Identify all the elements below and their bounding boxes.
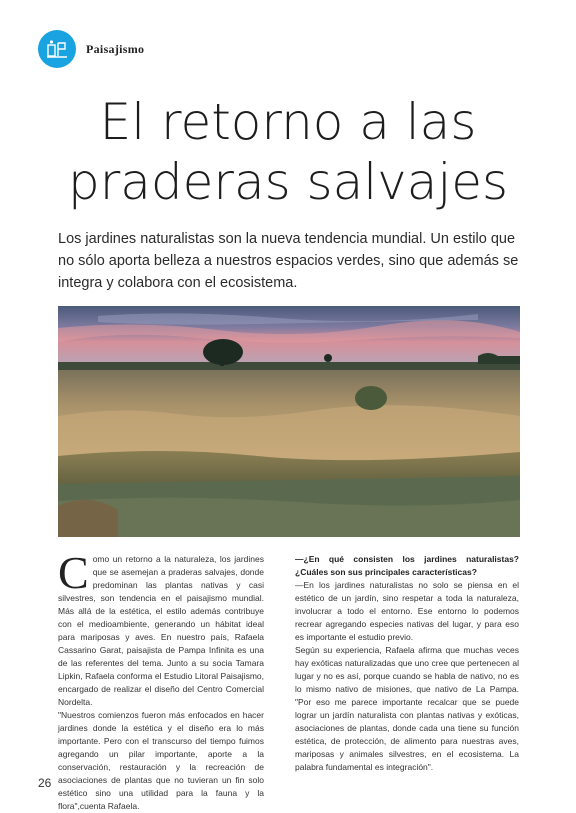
article-paragraph: Según su experiencia, Rafaela afirma que muchas veces hay exóticas naturalizadas que uno cree que pertenecen al lugar y no es así, porque cuando se habla de nativo, no es lo mismo nativo de misiones, que nativo de La Pampa. "Por eso me parece importante recalcar que se puede lograr un jardín naturalista con plantas nativas y exóticas, asociaciones de plantas, donde cada una tiene su función estética, de protección, de alimento para nuestras aves, mariposas y animales silvestres, en el ecosistema. La palabra fundamental es integración". xyxy=(295,645,519,772)
section-label: Paisajismo xyxy=(86,42,145,56)
section-badge xyxy=(38,30,76,68)
grassland-photo xyxy=(58,306,520,537)
article-paragraph xyxy=(58,547,264,709)
article-column-left xyxy=(58,547,264,813)
page-number: 26 xyxy=(38,776,52,790)
interview-question: —¿En qué consisten los jardines naturalistas? ¿Cuáles son sus principales características? xyxy=(295,554,519,577)
title-line-1: El retorno a las xyxy=(99,93,477,151)
article-text: omo un retorno a la naturaleza, los jardines que se asemejan a praderas salvajes, donde predominan las plantas nativas y casi silvestres, son tendencia en el paisajismo mundial. Más allá de la estética, el estilo además contribuye con el medioambiente, generando un hábitat ideal para mariposas y aves. En nuestro país, Rafaela Cassarino Garat, paisajista de Pampa Infinita es una de las referentes del tema. Junto a su socia Tamara Lipkin, Rafaela conforma el Estudio Litoral Paisajismo, encargado de realizar el diseño del Centro Comercial Nordelta. xyxy=(58,554,264,707)
landscape-icon xyxy=(46,39,68,59)
drop-cap: C xyxy=(58,547,89,598)
article-column-right xyxy=(295,553,519,774)
article-title xyxy=(0,92,576,212)
article-paragraph-quote: "Nuestros comienzos fueron más enfocados en hacer jardines donde la estética y el diseño era lo más importante. Pero con el transcurso del tiempo fuimos agregando un pilar importante, aporte a la conservación, restauración y la recreación de asociaciones de plantas que no tuvieran un fin solo estético sino una utilidad para la fauna y la flora",cuenta Rafaela. xyxy=(58,710,264,811)
interview-answer: —En los jardines naturalistas no solo se piensa en el estético de un jardín, sino respetar a toda la naturaleza, involucrar a todo el entorno. Ese entorno lo podemos recrear agregando especies nativas del lugar, y para eso es importante el estudio previo. xyxy=(295,580,519,642)
title-line-2: praderas salvajes xyxy=(67,153,509,211)
lead-paragraph: Los jardines naturalistas son la nueva tendencia mundial. Un estilo que no sólo aporta belleza a nuestros espacios verdes, sino que además se integra y colabora con el ecosistema. xyxy=(58,231,519,291)
